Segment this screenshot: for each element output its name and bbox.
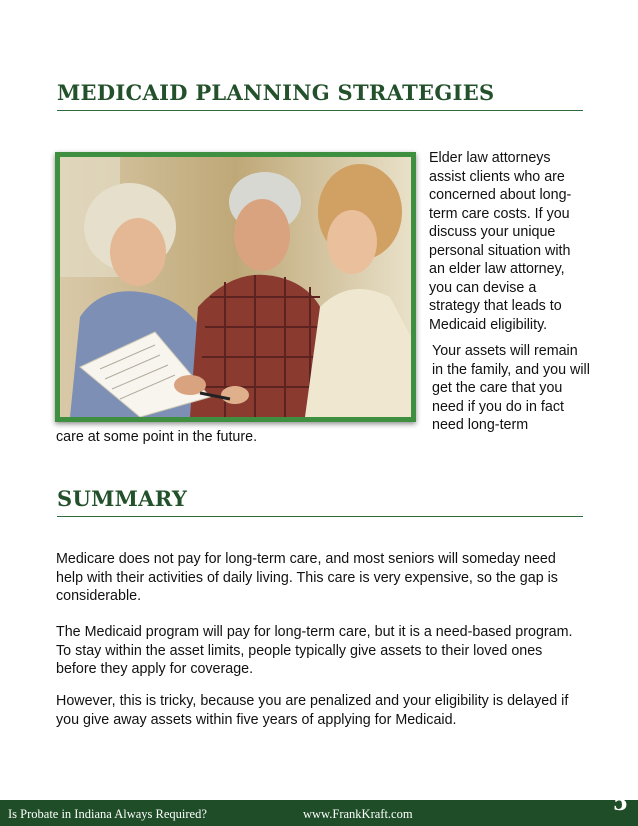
- summary-paragraph-2: The Medicaid program will pay for long-term care, but it is a need-based program. To stay within the asset limits, people typically give assets to their loved ones before they apply for coverage.: [56, 624, 573, 677]
- side-paragraph-1: Elder law attorneys assist clients who are concerned about long-term care costs. If you discuss your unique personal situation with an elder law attorney, you can devise a strategy that leads to Medicaid eligibility.: [429, 150, 572, 333]
- section-heading-medicaid-planning: MEDICAID PLANNING STRATEGIES: [57, 80, 495, 105]
- photo-seniors-with-attorney: [55, 152, 416, 422]
- photo-illustration: [60, 157, 411, 417]
- footer-website-link[interactable]: www.FrankKraft.com: [303, 807, 413, 821]
- continuation-text: care at some point in the future.: [56, 429, 258, 445]
- page-number: 5: [612, 790, 628, 816]
- summary-paragraph-1: Medicare does not pay for long-term care, and most seniors will someday need help with their activities of daily living. This care is very expensive, so the gap is considerable.: [56, 551, 558, 604]
- side-paragraph-2: Your assets will remain in the family, and you will get the care that you need if you do in fact need long-term: [432, 343, 590, 433]
- heading-divider: [57, 110, 583, 111]
- section-heading-summary: SUMMARY: [57, 486, 188, 511]
- heading-divider: [57, 516, 583, 517]
- summary-paragraph-3: However, this is tricky, because you are penalized and your eligibility is delayed if you give away assets within five years of applying for Medicaid.: [56, 693, 569, 728]
- footer-title: Is Probate in Indiana Always Required?: [8, 807, 207, 821]
